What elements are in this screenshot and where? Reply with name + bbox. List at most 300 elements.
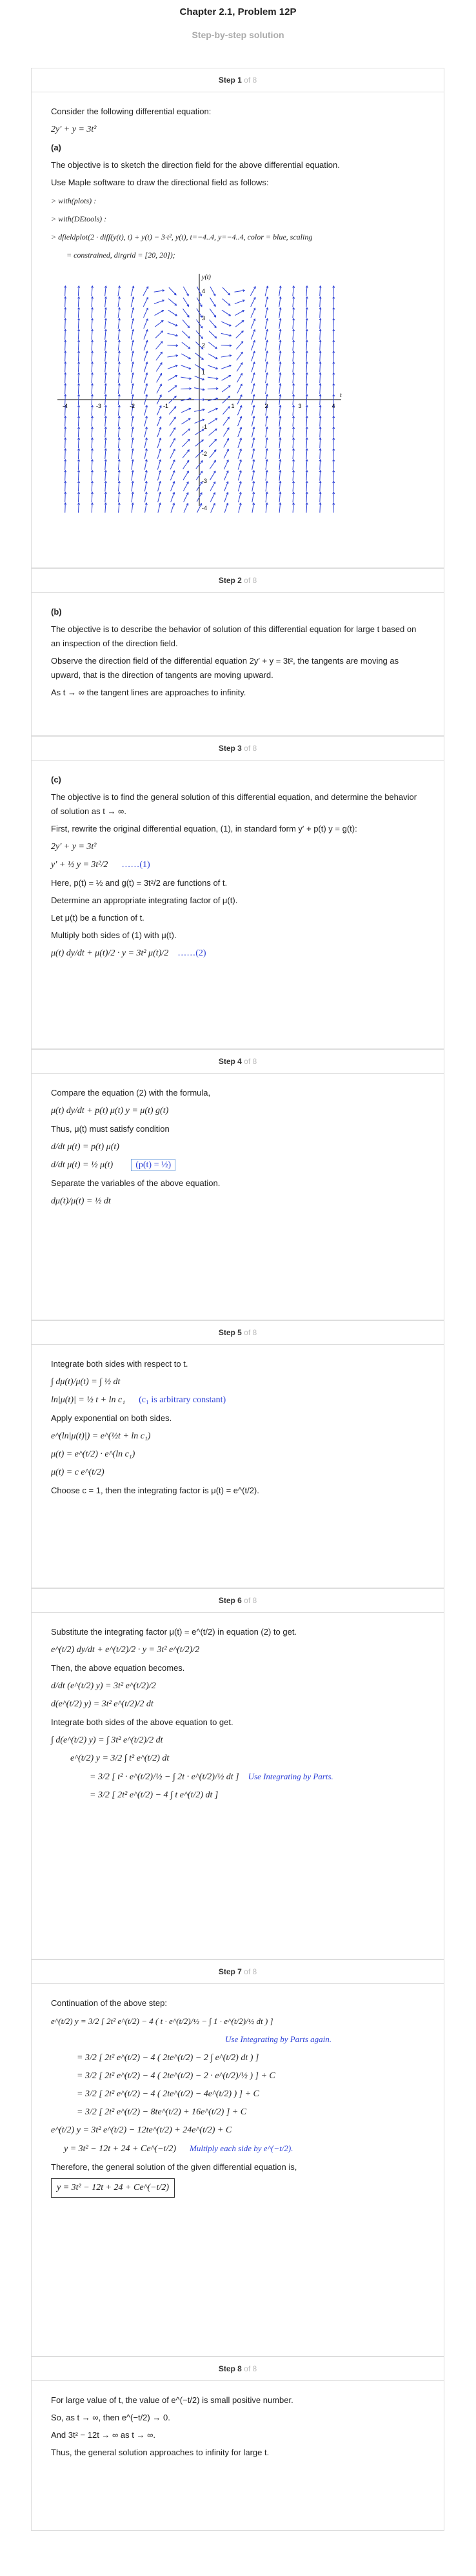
field-arrow <box>158 492 161 502</box>
y-tick-label: -1 <box>202 424 208 430</box>
field-arrow <box>251 298 255 307</box>
field-arrow <box>105 449 106 459</box>
field-arrow <box>320 416 321 427</box>
field-arrow <box>78 427 79 437</box>
field-arrow <box>333 492 334 502</box>
field-arrow <box>168 385 177 392</box>
field-arrow <box>78 297 79 307</box>
field-arrow <box>306 362 307 373</box>
text: Integrate both sides with respect to t. <box>51 1359 188 1369</box>
field-arrow <box>210 482 215 491</box>
equation: = 3/2 [ 2t² e^(t/2) − 4 ( 2te^(t/2) − 2 · e^(t/2)/½ ) ] + C <box>77 2071 275 2081</box>
field-arrow <box>250 287 255 296</box>
field-arrow <box>105 492 106 502</box>
field-arrow <box>65 351 66 362</box>
field-arrow <box>144 362 147 372</box>
y-tick-label: 3 <box>202 315 206 322</box>
equation: Use Integrating by Parts again. <box>225 2034 332 2044</box>
field-arrow <box>65 427 66 437</box>
field-arrow <box>144 319 148 329</box>
field-arrow <box>155 342 162 349</box>
text: Use Maple software to draw the directional field as follows: <box>51 178 269 187</box>
field-arrow <box>320 297 321 307</box>
field-arrow <box>78 471 79 481</box>
field-arrow <box>279 318 281 329</box>
field-arrow <box>183 450 189 458</box>
y-tick-label: -4 <box>202 505 208 511</box>
field-arrow <box>183 320 189 327</box>
page-title: Chapter 2.1, Problem 12P <box>179 6 297 17</box>
field-arrow <box>157 416 161 426</box>
field-arrow <box>65 329 66 340</box>
field-arrow <box>144 340 147 350</box>
part-label: (b) <box>51 607 62 617</box>
equation: ∫ dμ(t)/μ(t) = ∫ ½ dt <box>51 1377 121 1387</box>
field-arrow <box>306 373 307 383</box>
maple-command: > with(plots) : <box>51 196 97 205</box>
field-arrow <box>144 383 147 393</box>
text: Thus, μ(t) must satisfy condition <box>51 1124 170 1134</box>
field-arrow <box>238 427 241 437</box>
text: Let μ(t) be a function of t. <box>51 913 144 923</box>
field-arrow <box>170 428 175 436</box>
x-tick-label: 1 <box>231 403 235 409</box>
step-1-header: Step 1 of 8 <box>32 68 444 92</box>
field-arrow <box>222 310 230 316</box>
x-tick-label: -2 <box>129 403 135 409</box>
maple-command: > with(DEtools) : <box>51 214 107 223</box>
field-arrow <box>144 492 146 502</box>
field-arrow <box>132 427 133 437</box>
field-arrow <box>224 438 229 447</box>
field-arrow <box>170 460 175 470</box>
field-arrow <box>157 449 161 458</box>
step-5-header: Step 5 of 8 <box>32 1321 444 1345</box>
field-arrow <box>154 291 164 292</box>
field-arrow <box>251 319 255 329</box>
field-arrow <box>158 482 161 491</box>
field-arrow <box>223 428 229 436</box>
part-label: (a) <box>51 143 61 152</box>
field-arrow <box>333 286 334 296</box>
field-arrow <box>208 409 217 413</box>
field-arrow <box>266 383 268 394</box>
field-arrow <box>320 383 321 394</box>
field-arrow <box>266 449 267 459</box>
step-7-header: Step 7 of 8 <box>32 1960 444 1984</box>
text: Determine an appropriate integrating factor of μ(t). <box>51 895 238 905</box>
field-arrow <box>78 481 79 491</box>
step-8-header: Step 8 of 8 <box>32 2357 444 2381</box>
equation: y′ + ½ y = 3t²/2 ……(1) <box>51 860 150 870</box>
field-arrow <box>132 438 133 448</box>
step-8-card <box>31 2356 444 2531</box>
field-arrow <box>168 356 178 358</box>
field-arrow <box>333 340 334 351</box>
field-arrow <box>306 481 307 491</box>
step-3-card <box>31 736 444 1049</box>
field-arrow <box>223 407 229 414</box>
field-arrow <box>306 492 307 502</box>
equation: d/dt (e^(t/2) y) = 3t² e^(t/2)/2 <box>51 1681 156 1691</box>
field-arrow <box>65 503 66 513</box>
step-4-header: Step 4 of 8 <box>32 1050 444 1074</box>
field-arrow <box>169 287 176 295</box>
field-arrow <box>320 373 321 383</box>
field-arrow <box>78 405 79 416</box>
step-6-card <box>31 1588 444 1959</box>
field-arrow <box>320 351 321 362</box>
field-arrow <box>306 286 307 296</box>
field-arrow <box>333 449 334 459</box>
field-arrow <box>78 373 79 383</box>
field-arrow <box>118 297 119 307</box>
field-arrow <box>78 318 79 329</box>
field-arrow <box>235 311 244 316</box>
field-arrow <box>222 299 230 305</box>
field-arrow <box>333 438 334 448</box>
field-arrow <box>320 481 321 491</box>
field-arrow <box>144 330 148 340</box>
field-arrow <box>252 340 255 350</box>
field-arrow <box>221 356 232 358</box>
field-arrow <box>333 308 334 318</box>
x-tick-label: -4 <box>62 403 68 409</box>
field-arrow <box>209 331 217 338</box>
field-arrow <box>105 427 106 437</box>
field-arrow <box>224 482 228 491</box>
field-arrow <box>320 318 321 329</box>
text: Then, the above equation becomes. <box>51 1663 185 1673</box>
field-arrow <box>251 308 255 318</box>
x-tick-label: 2 <box>264 403 268 409</box>
field-arrow <box>306 416 307 427</box>
field-arrow <box>144 373 147 383</box>
field-arrow <box>155 331 163 338</box>
field-arrow <box>306 394 307 405</box>
field-arrow <box>78 492 79 502</box>
x-tick-label: -3 <box>95 403 102 409</box>
equation: = 3/2 [ 2t² e^(t/2) − 4 ( 2te^(t/2) − 4e^(t/2) ) ] + C <box>77 2089 259 2099</box>
field-arrow <box>208 418 217 424</box>
field-arrow <box>157 373 162 382</box>
field-arrow <box>333 427 334 437</box>
text: Substitute the integrating factor μ(t) = e^(t/2) in equation (2) to get. <box>51 1627 297 1637</box>
field-arrow <box>238 471 241 480</box>
text: Therefore, the general solution of the given differential equation is, <box>51 2162 297 2172</box>
field-arrow <box>65 318 66 329</box>
field-arrow <box>306 427 307 437</box>
equation: = 3/2 [ 2t² e^(t/2) − 4 ∫ t e^(t/2) dt ] <box>90 1790 219 1800</box>
text: Here, p(t) = ½ and g(t) = 3t²/2 are functions of t. <box>51 878 228 888</box>
field-arrow <box>333 383 334 394</box>
field-arrow <box>236 342 243 349</box>
field-arrow <box>157 384 161 393</box>
field-arrow <box>181 418 190 424</box>
text: The objective is to sketch the direction field for the above differential equation. <box>51 160 340 170</box>
page-subtitle: Step-by-step solution <box>192 30 284 40</box>
equation: μ(t) = e^(t/2) · e^(ln c₁) <box>51 1449 135 1459</box>
field-arrow <box>184 504 188 513</box>
step-2-header: Step 2 of 8 <box>32 569 444 593</box>
field-arrow <box>171 493 174 502</box>
field-arrow <box>252 351 255 361</box>
equation: e^(ln|μ(t)|) = e^(½t + ln c₁) <box>51 1431 151 1441</box>
field-arrow <box>306 405 307 416</box>
field-arrow <box>320 449 321 459</box>
text: Choose c = 1, then the integrating factor is μ(t) = e^(t/2). <box>51 1486 259 1495</box>
field-arrow <box>279 308 281 318</box>
text: Multiply both sides of (1) with μ(t). <box>51 930 177 940</box>
step-6-header: Step 6 of 8 <box>32 1589 444 1613</box>
field-arrow <box>183 298 189 306</box>
field-arrow <box>118 318 119 329</box>
field-arrow <box>333 329 334 340</box>
field-arrow <box>171 503 174 513</box>
field-arrow <box>306 503 307 513</box>
field-arrow <box>78 416 79 427</box>
field-arrow <box>170 482 174 491</box>
field-arrow <box>306 318 307 329</box>
field-arrow <box>238 492 241 502</box>
field-arrow <box>168 310 177 316</box>
field-arrow <box>320 286 321 296</box>
field-arrow <box>210 471 215 480</box>
field-arrow <box>132 449 133 459</box>
field-arrow <box>306 297 307 307</box>
field-arrow <box>320 471 321 481</box>
field-arrow <box>118 286 119 296</box>
field-arrow <box>154 300 164 303</box>
field-arrow <box>181 354 190 359</box>
field-arrow <box>224 471 228 480</box>
field-arrow <box>252 405 254 416</box>
field-arrow <box>65 460 66 470</box>
field-arrow <box>222 375 231 380</box>
field-arrow <box>144 405 147 416</box>
field-arrow <box>237 405 241 415</box>
field-arrow <box>78 460 79 470</box>
field-arrow <box>208 342 217 349</box>
field-arrow <box>235 321 244 327</box>
field-arrow <box>183 460 189 469</box>
field-arrow <box>169 407 175 414</box>
field-arrow <box>208 365 217 369</box>
field-arrow <box>236 331 244 338</box>
field-arrow <box>252 362 255 372</box>
field-arrow <box>320 362 321 373</box>
field-arrow <box>306 438 307 448</box>
field-arrow <box>222 385 230 392</box>
step-4-card <box>31 1049 444 1320</box>
field-arrow <box>182 342 190 349</box>
field-arrow <box>183 309 188 317</box>
text: First, rewrite the original differential equation, (1), in standard form y′ + p(t) y = g(t): <box>51 824 357 833</box>
field-arrow <box>65 286 66 296</box>
field-arrow <box>237 373 242 382</box>
equation: e^(t/2) y = 3/2 ∫ t² e^(t/2) dt <box>70 1753 170 1763</box>
text: Thus, the general solution approaches to infinity for large t. <box>51 2448 270 2457</box>
field-arrow <box>144 308 148 318</box>
field-arrow <box>78 362 79 373</box>
field-arrow <box>208 377 218 379</box>
equation: e^(t/2) dy/dt + e^(t/2)/2 · y = 3t² e^(t/2)/2 <box>51 1645 200 1655</box>
field-arrow <box>279 286 281 296</box>
field-arrow <box>78 329 79 340</box>
direction-field-plot <box>51 267 348 513</box>
step-7-card <box>31 1959 444 2356</box>
field-arrow <box>184 493 188 502</box>
field-arrow <box>105 438 106 448</box>
text: The objective is to describe the behavior of solution of this differential equation for large t based on an inspection of the direction field. <box>51 624 417 648</box>
field-arrow <box>306 340 307 351</box>
field-arrow <box>238 449 241 458</box>
field-arrow <box>181 365 191 369</box>
field-arrow <box>156 352 162 360</box>
text: Consider the following differential equation: <box>51 107 212 116</box>
equation: 2y′ + y = 3t² <box>51 842 97 852</box>
field-arrow <box>183 482 188 491</box>
field-arrow <box>333 503 334 513</box>
text: As t → ∞ the tangent lines are approaches to infinity. <box>51 688 246 697</box>
step-3-header: Step 3 of 8 <box>32 737 444 761</box>
y-axis-label: y(t) <box>202 274 211 281</box>
equation: d(e^(t/2) y) = 3t² e^(t/2)/2 dt <box>51 1699 154 1709</box>
text: So, as t → ∞, then e^(−t/2) → 0. <box>51 2413 170 2422</box>
field-arrow <box>306 449 307 459</box>
field-arrow <box>132 460 133 470</box>
x-axis-label: t <box>340 392 342 399</box>
field-arrow <box>182 429 190 435</box>
equation: e^(t/2) y = 3t² e^(t/2) − 12te^(t/2) + 24e^(t/2) + C <box>51 2125 232 2135</box>
field-arrow <box>306 351 307 362</box>
equation: = 3/2 [ 2t² e^(t/2) − 8te^(t/2) + 16e^(t/2) ] + C <box>77 2107 247 2117</box>
field-arrow <box>210 450 216 458</box>
field-arrow <box>65 373 66 383</box>
text: For large value of t, the value of e^(−t/2) is small positive number. <box>51 2395 293 2405</box>
field-arrow <box>210 320 216 327</box>
field-arrow <box>237 352 243 360</box>
field-arrow <box>65 449 66 459</box>
equation: y = 3t² − 12t + 24 + Ce^(−t/2) Multiply each side by e^(−t/2). <box>64 2143 293 2154</box>
field-arrow <box>320 308 321 318</box>
field-arrow <box>333 351 334 362</box>
field-arrow <box>209 439 216 447</box>
field-arrow <box>221 345 232 346</box>
field-arrow <box>320 460 321 470</box>
field-arrow <box>221 322 231 325</box>
field-arrow <box>170 417 175 425</box>
field-arrow <box>105 481 106 491</box>
field-arrow <box>143 287 148 296</box>
field-arrow <box>320 492 321 502</box>
field-arrow <box>170 438 175 447</box>
text: Observe the direction field of the differential equation 2y′ + y = 3t², the tangents are moving as upward, that is the direction of tangents are moving upward. <box>51 656 399 680</box>
field-arrow <box>118 308 119 318</box>
field-arrow <box>266 460 267 470</box>
field-arrow <box>210 493 215 502</box>
field-arrow <box>65 416 66 427</box>
field-arrow <box>306 471 307 481</box>
field-arrow <box>320 427 321 437</box>
field-arrow <box>78 438 79 448</box>
field-arrow <box>168 322 177 325</box>
field-arrow <box>235 300 244 303</box>
x-tick-label: 4 <box>332 403 335 409</box>
equation: dμ(t)/μ(t) = ½ dt <box>51 1196 111 1206</box>
field-arrow <box>252 383 254 393</box>
y-tick-label: 4 <box>202 288 206 294</box>
field-arrow <box>235 291 245 292</box>
field-arrow <box>65 492 66 502</box>
field-arrow <box>223 287 230 295</box>
field-arrow <box>105 471 106 481</box>
equation: μ(t) = c e^(t/2) <box>51 1467 104 1477</box>
step-5-card <box>31 1320 444 1588</box>
text: Integrate both sides of the above equation to get. <box>51 1717 233 1727</box>
field-arrow <box>65 297 66 307</box>
field-arrow <box>210 287 215 296</box>
x-tick-label: -1 <box>163 403 169 409</box>
field-arrow <box>168 365 177 369</box>
step-2-card <box>31 568 444 736</box>
field-arrow <box>131 286 134 296</box>
field-arrow <box>144 351 147 361</box>
part-label: (c) <box>51 775 61 784</box>
field-arrow <box>237 384 242 393</box>
field-arrow <box>208 354 217 359</box>
field-arrow <box>155 321 163 327</box>
field-arrow <box>333 460 334 470</box>
text: Separate the variables of the above equation. <box>51 1178 221 1188</box>
field-arrow <box>221 365 231 369</box>
field-arrow <box>65 471 66 481</box>
y-tick-label: 1 <box>202 369 206 376</box>
field-arrow <box>143 298 148 307</box>
field-arrow <box>237 363 243 371</box>
field-arrow <box>181 409 191 413</box>
field-arrow <box>78 308 79 318</box>
field-arrow <box>65 308 66 318</box>
y-tick-label: -2 <box>202 451 208 457</box>
equation: d/dt μ(t) = p(t) μ(t) <box>51 1142 119 1152</box>
text: Continuation of the above step: <box>51 1998 167 2008</box>
field-arrow <box>320 394 321 405</box>
x-tick-label: 3 <box>298 403 302 409</box>
field-arrow <box>78 394 79 405</box>
field-arrow <box>157 471 160 480</box>
field-arrow <box>224 460 228 470</box>
field-arrow <box>306 383 307 394</box>
field-arrow <box>266 416 267 427</box>
field-arrow <box>78 503 79 513</box>
field-arrow <box>210 460 215 469</box>
field-arrow <box>183 471 188 480</box>
field-arrow <box>78 449 79 459</box>
field-arrow <box>320 340 321 351</box>
maple-command: > dfieldplot(2 · diff(y(t), t) + y(t) − 3·t², y(t), t=−4..4, y=−4..4, color = blue, scaling <box>51 232 313 241</box>
field-arrow <box>265 286 268 296</box>
field-arrow <box>224 449 228 458</box>
field-arrow <box>65 481 66 491</box>
y-tick-label: 2 <box>202 342 206 349</box>
field-arrow <box>211 504 215 513</box>
field-arrow <box>333 318 334 329</box>
field-arrow <box>132 383 134 394</box>
equation: = 3/2 [ t² · e^(t/2)/½ − ∫ 2t · e^(t/2)/½ dt ] Use Integrating by Parts. <box>90 1772 333 1782</box>
field-arrow <box>167 345 177 346</box>
field-arrow <box>65 340 66 351</box>
